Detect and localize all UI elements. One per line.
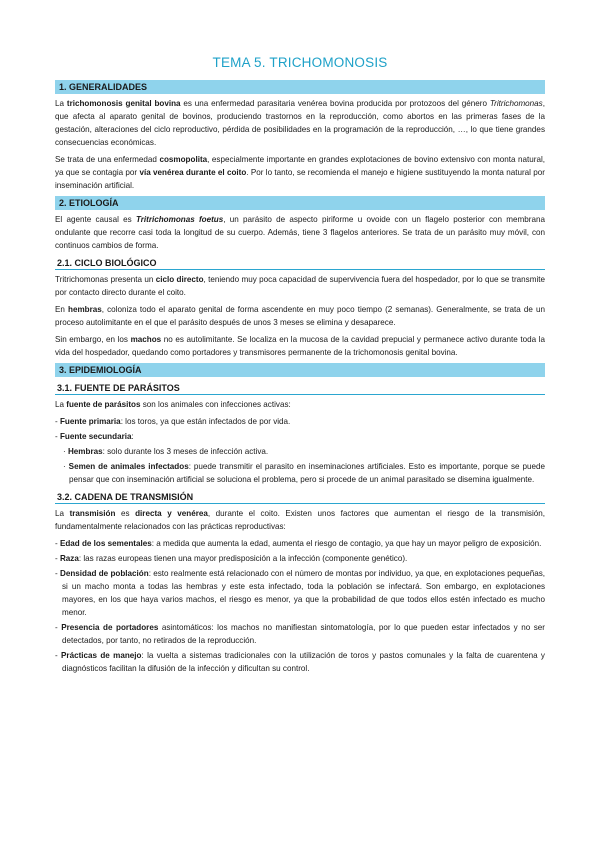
paragraph: La fuente de parásitos son los animales con infecciones activas: xyxy=(55,400,291,409)
list-item: - Edad de los sementales: a medida que aumenta la edad, aumenta el riesgo de contagio, ya que hay un mayor peligro de exposición. xyxy=(55,539,542,548)
paragraph: Se trata de una enfermedad cosmopolita, especialmente importante en grandes explotaciones de bovino extensivo con monta natural, ya que se contagia por vía venérea durante el coito. Por lo tanto, se recomienda el manejo e higiene sustituyendo la monta natural por inseminación artificial. xyxy=(55,155,546,190)
list-item: - Densidad de población: esto realmente está relacionado con el número de montas por individuo, ya que, en explotaciones pequeñas, si un macho monta a todas las hembras y este esta infectado, toda la población se infectará. Son embargo, en explotaciones mayores, en los que haya varios machos, el riesgo es menor, ya que la probabilidad de que todos ellos estén infectado es mucho menor. xyxy=(55,569,546,617)
paragraph: El agente causal es Tritrichomonas foetus, un parásito de aspecto piriforme u ovoide con un flagelo posterior con membrana ondulante que recorre casi toda la longitud de su cuerpo. Además, tiene 3 flagelos anteriores. Se trata de un parásito muy móvil, con continuos cambios de forma. xyxy=(55,215,545,250)
sub-list-item: · Hembras: solo durante los 3 meses de infección activa. xyxy=(63,447,269,456)
document-page xyxy=(55,55,545,679)
section-heading-etiologia: 2. ETIOLOGÍA xyxy=(55,196,545,210)
list-item: - Presencia de portadores asintomáticos: los machos no manifiestan sintomatología, por lo que pueden estar infectados y no ser detectados, por tanto, no retirados de la reproducción. xyxy=(55,623,545,645)
section-heading-epidemiologia: 3. EPIDEMIOLOGÍA xyxy=(55,363,545,377)
subsection-heading-cadena-transmision: 3.2. CADENA DE TRANSMISIÓN xyxy=(55,491,545,504)
subsection-heading-ciclo-biologico: 2.1. CICLO BIOLÓGICO xyxy=(55,257,545,270)
list-item: - Prácticas de manejo: la vuelta a sistemas tradicionales con la utilización de toros y pastos comunales y la falta de cuarentena y diagnósticos facilitan la difusión de la infección y dificultan su control. xyxy=(55,651,545,673)
paragraph: Tritrichomonas presenta un ciclo directo, teniendo muy poca capacidad de supervivencia fuera del hospedador, por lo que se transmite por contacto directo durante el coito. xyxy=(55,275,545,297)
list-item: - Fuente primaria: los toros, ya que están infectados de por vida. xyxy=(55,417,291,426)
section-heading-generalidades: 1. GENERALIDADES xyxy=(55,80,545,94)
paragraph: La trichomonosis genital bovina es una enfermedad parasitaria venérea bovina producida por protozoos del género Tritrichomonas, que afecta al aparato genital de bovinos, produciendo trastornos en la reproducción, como abortos en las primeras fases de la gestación, alteraciones del ciclo reproductivo, pérdida de posibilidades en la programación de la reproducción, …, lo que tiene grandes consecuencias económicas. xyxy=(55,99,545,147)
paragraph: La transmisión es directa y venérea, durante el coito. Existen unos factores que aumentan el riesgo de la transmisión, fundamentalmente relacionados con las prácticas reproductivas: xyxy=(55,509,545,531)
subsection-heading-fuente-parasitos: 3.1. FUENTE DE PARÁSITOS xyxy=(55,382,545,395)
bullet-list xyxy=(55,415,545,486)
bullet-list xyxy=(55,537,545,675)
paragraph: En hembras, coloniza todo el aparato genital de forma ascendente en muy poco tiempo (2 semanas). Generalmente, se trata de un proceso autolimitante en el que el parásito después de unos 3 meses se elimina y desaparece. xyxy=(55,305,545,327)
paragraph: Sin embargo, en los machos no es autolimitante. Se localiza en la mucosa de la cavidad prepucial y permanece activo durante toda la vida del hospedador, quedando como portadores y transmisores permanente de la trichomonosis genital bovina. xyxy=(55,335,545,357)
list-item: - Raza: las razas europeas tienen una mayor predisposición a la infección (componente genético). xyxy=(55,554,408,563)
sub-list-item: · Semen de animales infectados: puede transmitir el parasito en inseminaciones artificiales. Esto es importante, porque se puede pensar que con inseminación artificial se soluciona el problema, pero si procede de un animal parasitado se disemina igualmente. xyxy=(63,462,545,484)
list-item: - Fuente secundaria: xyxy=(55,432,134,441)
page-title: TEMA 5. TRICHOMONOSIS xyxy=(212,55,388,70)
